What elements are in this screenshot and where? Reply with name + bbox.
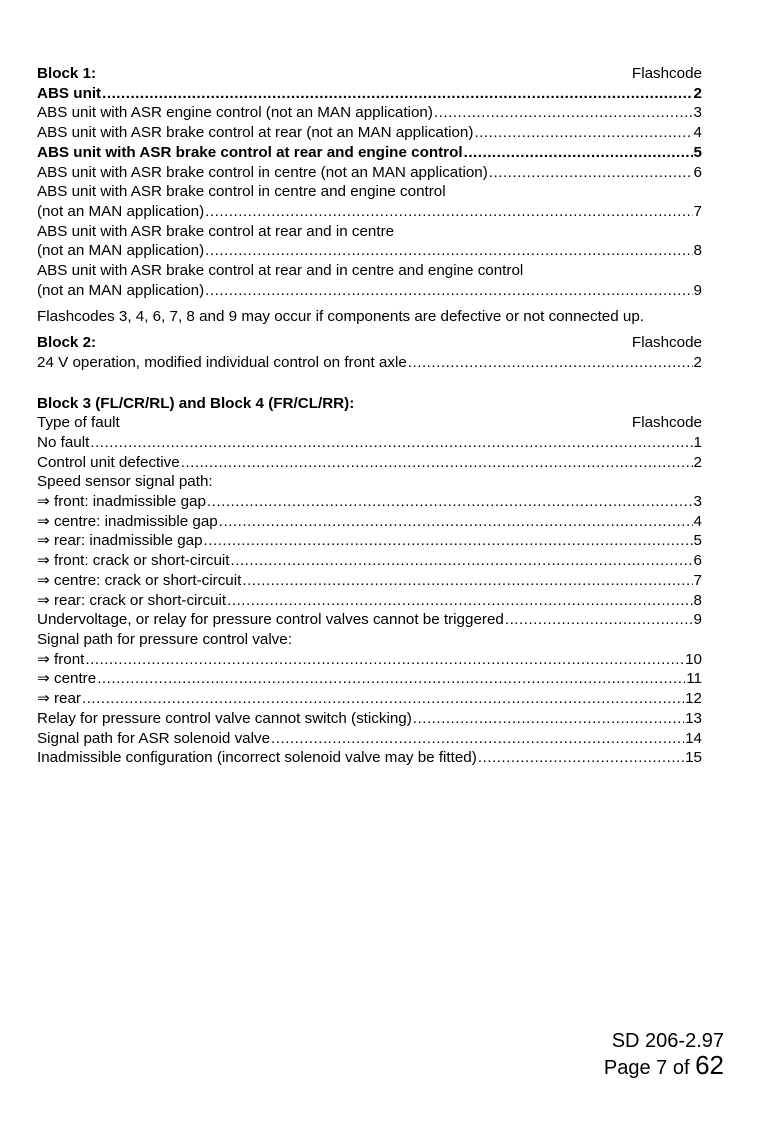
leader-dots: [474, 123, 692, 143]
row-code: 15: [685, 749, 702, 767]
block-2: [37, 333, 702, 372]
row-text-line1: ABS unit with ASR brake control at rear and in centre: [37, 222, 395, 240]
row-text: centre: [53, 670, 97, 688]
row-code: 9: [693, 611, 702, 629]
row-text: centre: inadmissible gap: [53, 512, 218, 530]
leader-dots: [102, 84, 692, 104]
block-1: [37, 64, 702, 327]
row-text: rear: crack or short-circuit: [53, 591, 227, 609]
flashcode-row: [37, 591, 702, 611]
block-1-header: [37, 64, 702, 84]
leader-dots: [181, 453, 693, 473]
row-code: 1: [693, 433, 702, 451]
flashcode-row: [37, 202, 702, 222]
row-text: front: crack or short-circuit: [53, 552, 230, 570]
leader-dots: [413, 709, 684, 729]
row-text: 24 V operation, modified individual control on front axle: [37, 353, 407, 371]
flashcode-row: [37, 650, 702, 670]
leader-dots: [231, 551, 693, 571]
block-1-note: Flashcodes 3, 4, 6, 7, 8 and 9 may occur if components are defective or not connected up.: [37, 308, 645, 326]
leader-dots: [204, 531, 693, 551]
leader-dots: [219, 512, 693, 532]
leader-dots: [505, 610, 693, 630]
block-2-title: Block 2:: [37, 334, 97, 352]
leader-dots: [82, 689, 684, 709]
leader-dots: [242, 571, 692, 591]
row-text: Relay for pressure control valve cannot switch (sticking): [37, 709, 412, 727]
arrow-right-icon: ⇒: [37, 649, 50, 668]
row-text: (not an MAN application): [37, 281, 205, 299]
flashcode-row: [37, 281, 702, 301]
type-of-fault-label: Type of fault: [37, 414, 120, 432]
flashcode-row: [37, 353, 702, 373]
leader-dots: [408, 353, 693, 373]
row-code: 6: [693, 552, 702, 570]
flashcode-row: [37, 689, 702, 709]
row-code: 5: [693, 143, 702, 161]
row-text: (not an MAN application): [37, 242, 205, 260]
row-code: 10: [685, 650, 702, 668]
row-text: centre: crack or short-circuit: [53, 571, 242, 589]
flashcode-row: [37, 163, 702, 183]
block-3-4: [37, 394, 702, 768]
row-code: 11: [686, 670, 702, 688]
leader-dots: [434, 103, 693, 123]
row-code: 7: [693, 202, 702, 220]
flashcode-row: [37, 143, 702, 163]
flashcode-row: [37, 453, 702, 473]
flashcode-row: [37, 433, 702, 453]
flashcode-row: [37, 492, 702, 512]
row-text: No fault: [37, 433, 90, 451]
arrow-right-icon: ⇒: [37, 492, 50, 511]
block-2-header: [37, 333, 702, 353]
arrow-right-icon: ⇒: [37, 669, 50, 688]
flashcode-row: [37, 531, 702, 551]
row-text: ABS unit with ASR brake control in centre (not an MAN application): [37, 163, 488, 181]
row-code: 6: [693, 163, 702, 181]
document-body: [37, 64, 702, 768]
row-text-line1: ABS unit with ASR brake control at rear and in centre and engine control: [37, 262, 524, 280]
row-text: ABS unit with ASR engine control (not an MAN application): [37, 104, 433, 122]
flashcode-row: [37, 551, 702, 571]
block-1-title: Block 1:: [37, 65, 97, 82]
leader-dots: [464, 143, 693, 163]
leader-dots: [478, 748, 684, 768]
page-footer: [604, 1029, 724, 1080]
row-code: 9: [693, 281, 702, 299]
row-text: Control unit defective: [37, 453, 180, 471]
arrow-right-icon: ⇒: [37, 531, 50, 550]
row-text: rear: inadmissible gap: [53, 532, 203, 550]
row-code: 2: [693, 84, 702, 102]
flashcode-header: Flashcode: [631, 414, 702, 432]
row-text: ABS unit with ASR brake control at rear (not an MAN application): [37, 124, 474, 142]
row-code: 13: [685, 709, 702, 727]
arrow-right-icon: ⇒: [37, 511, 50, 530]
leader-dots: [90, 433, 692, 453]
page-number: [603, 1050, 724, 1080]
fault-type-header: [37, 413, 702, 433]
leader-dots: [205, 281, 692, 301]
flashcode-row: [37, 84, 702, 104]
row-code: 5: [693, 532, 702, 550]
row-code: 2: [693, 453, 702, 471]
row-code: 3: [693, 104, 702, 122]
flashcode-header: Flashcode: [631, 65, 702, 82]
block-3-4-title: Block 3 (FL/CR/RL) and Block 4 (FR/CL/RR):: [37, 394, 355, 412]
leader-dots: [205, 202, 692, 222]
arrow-right-icon: ⇒: [37, 689, 50, 708]
pressure-valve-heading: Signal path for pressure control valve:: [37, 630, 292, 648]
leader-dots: [271, 729, 684, 749]
row-code: 7: [693, 571, 702, 589]
row-code: 14: [685, 729, 702, 747]
leader-dots: [205, 241, 692, 261]
row-text: rear: [53, 690, 81, 708]
leader-dots: [85, 650, 684, 670]
row-text: Undervoltage, or relay for pressure control valves cannot be triggered: [37, 611, 504, 629]
flashcode-row: [37, 729, 702, 749]
flashcode-row: [37, 241, 702, 261]
flashcode-row: [37, 669, 702, 689]
block-3-4-header: [37, 394, 702, 414]
arrow-right-icon: ⇒: [37, 590, 50, 609]
arrow-right-icon: ⇒: [37, 551, 50, 570]
row-text: front: [53, 650, 85, 668]
row-text-line1: ABS unit with ASR brake control in centre and engine control: [37, 183, 446, 201]
flashcode-row: [37, 512, 702, 532]
row-code: 8: [693, 591, 702, 609]
row-text: ABS unit with ASR brake control at rear and engine control: [37, 143, 463, 161]
leader-dots: [207, 492, 693, 512]
flashcode-row: [37, 123, 702, 143]
flashcode-row: [37, 571, 702, 591]
row-code: 4: [693, 124, 702, 142]
flashcode-row: [37, 610, 702, 630]
row-code: 4: [693, 512, 702, 530]
row-code: 3: [693, 493, 702, 511]
row-text: ABS unit: [37, 84, 102, 102]
flashcode-row: [37, 748, 702, 768]
arrow-right-icon: ⇒: [37, 570, 50, 589]
page-total: 62: [695, 1050, 724, 1080]
leader-dots: [489, 163, 693, 183]
row-text: Inadmissible configuration (incorrect solenoid valve may be fitted): [37, 749, 477, 767]
row-code: 12: [685, 690, 702, 708]
flashcode-header: Flashcode: [631, 334, 702, 352]
row-code: 8: [693, 242, 702, 260]
flashcode-row: [37, 709, 702, 729]
row-text: (not an MAN application): [37, 202, 205, 220]
flashcode-row: [37, 103, 702, 123]
row-code: 2: [693, 353, 702, 371]
speed-sensor-heading: Speed sensor signal path:: [37, 473, 213, 491]
leader-dots: [227, 591, 692, 611]
document-id: SD 206-2.97: [611, 1030, 724, 1052]
leader-dots: [97, 669, 685, 689]
row-text: front: inadmissible gap: [53, 493, 206, 511]
row-text: Signal path for ASR solenoid valve: [37, 729, 271, 747]
page-prefix: Page 7 of: [603, 1057, 696, 1079]
